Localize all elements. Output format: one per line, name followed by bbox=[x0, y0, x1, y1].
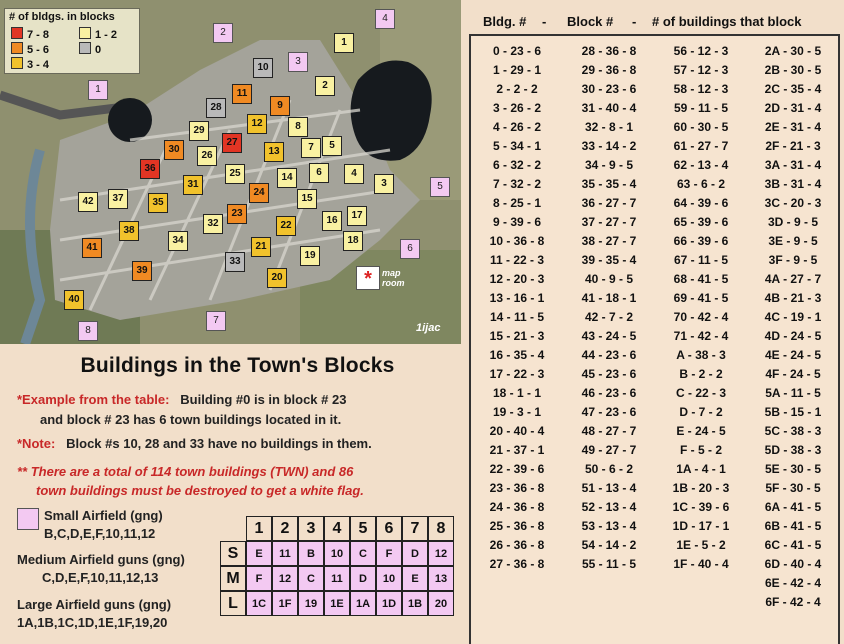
small-airfield-list: B,C,D,E,F,10,11,12 bbox=[44, 526, 156, 541]
legend-item: 7 - 8 bbox=[11, 27, 49, 41]
table-cell: 6A - 41 - 5 bbox=[764, 500, 822, 514]
grid-cell: E bbox=[402, 566, 428, 591]
block-marker: 15 bbox=[297, 189, 317, 209]
block-marker: 32 bbox=[203, 214, 223, 234]
area-marker: 7 bbox=[206, 311, 226, 331]
table-cell: 6F - 42 - 4 bbox=[765, 595, 821, 609]
table-cell: 0 - 23 - 6 bbox=[492, 44, 542, 58]
table-cell: 4D - 24 - 5 bbox=[764, 329, 822, 343]
grid-col-header: 5 bbox=[350, 516, 376, 541]
grid-cell: 1E bbox=[324, 591, 350, 616]
table-cell: 2D - 31 - 4 bbox=[764, 101, 822, 115]
table-cell: 34 - 9 - 5 bbox=[584, 158, 634, 172]
table-cell: 5B - 15 - 1 bbox=[764, 405, 822, 419]
block-marker: 19 bbox=[300, 246, 320, 266]
legend-swatch bbox=[11, 42, 23, 54]
table-cell: 3C - 20 - 3 bbox=[764, 196, 822, 210]
table-cell: 6E - 42 - 4 bbox=[764, 576, 822, 590]
table-cell: 5C - 38 - 3 bbox=[764, 424, 822, 438]
block-marker: 13 bbox=[264, 142, 284, 162]
area-marker: 6 bbox=[400, 239, 420, 259]
block-marker: 11 bbox=[232, 84, 252, 104]
table-cell: 46 - 23 - 6 bbox=[581, 386, 637, 400]
table-cell: 42 - 7 - 2 bbox=[584, 310, 634, 324]
table-cell: 51 - 13 - 4 bbox=[581, 481, 637, 495]
table-cell: 54 - 14 - 2 bbox=[581, 538, 637, 552]
legend-item: 0 bbox=[79, 42, 101, 56]
table-cell: 53 - 13 - 4 bbox=[581, 519, 637, 533]
table-cell: 3F - 9 - 5 bbox=[768, 253, 818, 267]
block-marker: 24 bbox=[249, 183, 269, 203]
table-cell: 3A - 31 - 4 bbox=[764, 158, 822, 172]
table-cell: 1C - 39 - 6 bbox=[672, 500, 730, 514]
table-column bbox=[655, 42, 747, 574]
grid-cell: D bbox=[350, 566, 376, 591]
table-cell: 55 - 11 - 5 bbox=[581, 557, 637, 571]
author-signature: 1ijac bbox=[416, 322, 441, 334]
map-legend bbox=[4, 8, 140, 74]
table-cell: 4B - 21 - 3 bbox=[764, 291, 822, 305]
area-marker: 8 bbox=[78, 321, 98, 341]
table-cell: 13 - 16 - 1 bbox=[489, 291, 545, 305]
building-table-area bbox=[461, 0, 844, 631]
asterisk-icon: * bbox=[356, 266, 380, 290]
table-cell: 3B - 31 - 4 bbox=[764, 177, 822, 191]
block-marker: 31 bbox=[183, 175, 203, 195]
area-marker: 1 bbox=[88, 80, 108, 100]
table-cell: 59 - 11 - 5 bbox=[673, 101, 729, 115]
block-marker: 26 bbox=[197, 146, 217, 166]
block-marker: 8 bbox=[288, 117, 308, 137]
table-cell: 10 - 36 - 8 bbox=[489, 234, 545, 248]
table-cell: 6D - 40 - 4 bbox=[764, 557, 822, 571]
table-column bbox=[563, 42, 655, 574]
example-line-2: and block # 23 has 6 town buildings located in it. bbox=[40, 412, 342, 427]
block-marker: 28 bbox=[206, 98, 226, 118]
grid-cell: 19 bbox=[298, 591, 324, 616]
table-cell: 2A - 30 - 5 bbox=[764, 44, 822, 58]
block-marker: 30 bbox=[164, 140, 184, 160]
table-cell: 32 - 8 - 1 bbox=[584, 120, 634, 134]
table-cell: 70 - 42 - 4 bbox=[673, 310, 729, 324]
table-cell: 48 - 27 - 7 bbox=[581, 424, 637, 438]
table-cell: 27 - 36 - 8 bbox=[489, 557, 545, 571]
grid-cell: C bbox=[298, 566, 324, 591]
block-marker: 37 bbox=[108, 189, 128, 209]
table-cell: 50 - 6 - 2 bbox=[584, 462, 634, 476]
large-airfield-title: Large Airfield guns (gng) bbox=[17, 597, 172, 612]
header-count: # of buildings that block bbox=[652, 14, 802, 29]
block-marker: 10 bbox=[253, 58, 273, 78]
table-cell: 60 - 30 - 5 bbox=[673, 120, 729, 134]
table-cell: 64 - 39 - 6 bbox=[673, 196, 729, 210]
legend-swatch bbox=[11, 27, 23, 39]
table-cell: 40 - 9 - 5 bbox=[584, 272, 634, 286]
area-marker: 2 bbox=[213, 23, 233, 43]
legend-swatch bbox=[79, 27, 91, 39]
table-cell: 5F - 30 - 5 bbox=[765, 481, 821, 495]
grid-col-header: 4 bbox=[324, 516, 350, 541]
grid-col-header: 8 bbox=[428, 516, 454, 541]
legend-item: 1 - 2 bbox=[79, 27, 117, 41]
table-cell: 1B - 20 - 3 bbox=[672, 481, 730, 495]
table-cell: 36 - 27 - 7 bbox=[581, 196, 637, 210]
table-cell: 2C - 35 - 4 bbox=[764, 82, 822, 96]
table-cell: 16 - 35 - 4 bbox=[489, 348, 545, 362]
block-marker: 9 bbox=[270, 96, 290, 116]
building-table bbox=[469, 34, 840, 644]
table-cell: 30 - 23 - 6 bbox=[581, 82, 637, 96]
table-cell: 58 - 12 - 3 bbox=[673, 82, 729, 96]
grid-cell: F bbox=[246, 566, 272, 591]
block-marker: 23 bbox=[227, 204, 247, 224]
block-marker: 21 bbox=[251, 237, 271, 257]
table-cell: 1E - 5 - 2 bbox=[676, 538, 726, 552]
table-cell: 23 - 36 - 8 bbox=[489, 481, 545, 495]
legend-swatch bbox=[11, 57, 23, 69]
block-marker: 2 bbox=[315, 76, 335, 96]
table-cell: 45 - 23 - 6 bbox=[581, 367, 637, 381]
grid-col-header: 2 bbox=[272, 516, 298, 541]
grid-row-header: M bbox=[220, 566, 246, 591]
block-marker: 16 bbox=[322, 211, 342, 231]
table-cell: 35 - 35 - 4 bbox=[581, 177, 637, 191]
grid-cell: 11 bbox=[272, 541, 298, 566]
table-cell: 52 - 13 - 4 bbox=[581, 500, 637, 514]
table-cell: 8 - 25 - 1 bbox=[492, 196, 542, 210]
page-title: Buildings in the Town's Blocks bbox=[80, 354, 395, 377]
table-cell: 26 - 36 - 8 bbox=[489, 538, 545, 552]
block-marker: 39 bbox=[132, 261, 152, 281]
table-cell: 39 - 35 - 4 bbox=[581, 253, 637, 267]
grid-cell: 11 bbox=[324, 566, 350, 591]
table-cell: 4A - 27 - 7 bbox=[764, 272, 822, 286]
grid-cell: F bbox=[376, 541, 402, 566]
grid-cell: 12 bbox=[272, 566, 298, 591]
table-cell: 2E - 31 - 4 bbox=[764, 120, 822, 134]
header-bldg: Bldg. # bbox=[483, 14, 527, 29]
grid-cell: 20 bbox=[428, 591, 454, 616]
table-cell: 29 - 36 - 8 bbox=[581, 63, 637, 77]
table-cell: 43 - 24 - 5 bbox=[581, 329, 637, 343]
table-cell: 2 - 2 - 2 bbox=[496, 82, 538, 96]
grid-col-header: 3 bbox=[298, 516, 324, 541]
header-block: Block # bbox=[567, 14, 614, 29]
block-marker: 34 bbox=[168, 231, 188, 251]
medium-airfield-title: Medium Airfield guns (gng) bbox=[17, 552, 185, 567]
block-marker: 33 bbox=[225, 252, 245, 272]
table-cell: 57 - 12 - 3 bbox=[673, 63, 729, 77]
table-cell: 11 - 22 - 3 bbox=[489, 253, 545, 267]
grid-cell: 10 bbox=[376, 566, 402, 591]
grid-col-header: 6 bbox=[376, 516, 402, 541]
grid-cell: 13 bbox=[428, 566, 454, 591]
table-cell: 44 - 23 - 6 bbox=[581, 348, 637, 362]
table-cell: 6B - 41 - 5 bbox=[764, 519, 822, 533]
grid-cell: 1D bbox=[376, 591, 402, 616]
total-line-2: town buildings must be destroyed to get a white flag. bbox=[36, 483, 364, 498]
table-column bbox=[747, 42, 839, 612]
block-marker: 41 bbox=[82, 238, 102, 258]
table-cell: 22 - 39 - 6 bbox=[489, 462, 545, 476]
table-column bbox=[471, 42, 563, 574]
block-marker: 1 bbox=[334, 33, 354, 53]
block-marker: 5 bbox=[322, 136, 342, 156]
grid-row-header: L bbox=[220, 591, 246, 616]
block-marker: 29 bbox=[189, 121, 209, 141]
table-cell: 17 - 22 - 3 bbox=[489, 367, 545, 381]
table-cell: 6 - 32 - 2 bbox=[492, 158, 542, 172]
block-marker: 14 bbox=[277, 168, 297, 188]
table-cell: 4F - 24 - 5 bbox=[765, 367, 821, 381]
table-cell: 31 - 40 - 4 bbox=[581, 101, 637, 115]
table-cell: 63 - 6 - 2 bbox=[676, 177, 726, 191]
table-cell: 19 - 3 - 1 bbox=[492, 405, 542, 419]
table-cell: 61 - 27 - 7 bbox=[673, 139, 729, 153]
header-sep: - bbox=[632, 14, 637, 29]
grid-cell: 10 bbox=[324, 541, 350, 566]
block-marker: 12 bbox=[247, 114, 267, 134]
table-cell: 71 - 42 - 4 bbox=[673, 329, 729, 343]
table-cell: A - 38 - 3 bbox=[676, 348, 726, 362]
table-cell: 3D - 9 - 5 bbox=[767, 215, 818, 229]
block-marker: 3 bbox=[374, 174, 394, 194]
pink-swatch bbox=[17, 508, 39, 530]
grid-cell: D bbox=[402, 541, 428, 566]
table-cell: 5A - 11 - 5 bbox=[765, 386, 821, 400]
block-marker: 7 bbox=[301, 138, 321, 158]
medium-airfield-list: C,D,E,F,10,11,12,13 bbox=[42, 570, 159, 585]
legend-item: 5 - 6 bbox=[11, 42, 49, 56]
table-cell: 7 - 32 - 2 bbox=[492, 177, 542, 191]
grid-cell: 12 bbox=[428, 541, 454, 566]
area-marker: 5 bbox=[430, 177, 450, 197]
table-cell: 1 - 29 - 1 bbox=[492, 63, 542, 77]
grid-col-header: 7 bbox=[402, 516, 428, 541]
table-cell: 33 - 14 - 2 bbox=[581, 139, 637, 153]
table-cell: F - 5 - 2 bbox=[679, 443, 722, 457]
block-marker: 25 bbox=[225, 164, 245, 184]
table-cell: 49 - 27 - 7 bbox=[581, 443, 637, 457]
table-cell: 6C - 41 - 5 bbox=[764, 538, 822, 552]
table-cell: 1F - 40 - 4 bbox=[673, 557, 729, 571]
grid-cell: 1B bbox=[402, 591, 428, 616]
table-cell: 18 - 1 - 1 bbox=[492, 386, 542, 400]
grid-cell: 1F bbox=[272, 591, 298, 616]
table-cell: B - 2 - 2 bbox=[679, 367, 723, 381]
grid-col-header: 1 bbox=[246, 516, 272, 541]
block-marker: 6 bbox=[309, 163, 329, 183]
table-cell: 21 - 37 - 1 bbox=[489, 443, 545, 457]
table-cell: 2F - 21 - 3 bbox=[765, 139, 821, 153]
table-cell: 62 - 13 - 4 bbox=[673, 158, 729, 172]
legend-item: 3 - 4 bbox=[11, 57, 49, 71]
table-cell: 3E - 9 - 5 bbox=[768, 234, 818, 248]
total-line-1: ** There are a total of 114 town buildings (TWN) and 86 bbox=[17, 464, 354, 479]
table-cell: 28 - 36 - 8 bbox=[581, 44, 637, 58]
table-cell: 66 - 39 - 6 bbox=[673, 234, 729, 248]
table-cell: 4 - 26 - 2 bbox=[492, 120, 542, 134]
table-cell: 38 - 27 - 7 bbox=[581, 234, 637, 248]
table-cell: 15 - 21 - 3 bbox=[489, 329, 545, 343]
table-cell: 65 - 39 - 6 bbox=[673, 215, 729, 229]
table-cell: C - 22 - 3 bbox=[675, 386, 726, 400]
header-sep: - bbox=[542, 14, 547, 29]
table-cell: 5D - 38 - 3 bbox=[764, 443, 822, 457]
area-marker: 4 bbox=[375, 9, 395, 29]
table-cell: 5 - 34 - 1 bbox=[492, 139, 542, 153]
block-marker: 18 bbox=[343, 231, 363, 251]
map-room-label: map room bbox=[382, 268, 405, 288]
table-cell: 9 - 39 - 6 bbox=[492, 215, 542, 229]
table-cell: 14 - 11 - 5 bbox=[489, 310, 545, 324]
table-cell: 37 - 27 - 7 bbox=[581, 215, 637, 229]
table-cell: 2B - 30 - 5 bbox=[764, 63, 822, 77]
block-marker: 38 bbox=[119, 221, 139, 241]
table-cell: 12 - 20 - 3 bbox=[489, 272, 545, 286]
grid-cell: C bbox=[350, 541, 376, 566]
block-marker: 22 bbox=[276, 216, 296, 236]
table-cell: 3 - 26 - 2 bbox=[492, 101, 542, 115]
legend-swatch bbox=[79, 42, 91, 54]
block-marker: 40 bbox=[64, 290, 84, 310]
table-cell: 56 - 12 - 3 bbox=[673, 44, 729, 58]
block-marker: 35 bbox=[148, 193, 168, 213]
area-marker: 3 bbox=[288, 52, 308, 72]
grid-cell: 1A bbox=[350, 591, 376, 616]
table-cell: 69 - 41 - 5 bbox=[673, 291, 729, 305]
example-line-1: *Example from the table: Building #0 is in block # 23 bbox=[17, 392, 347, 407]
block-marker: 36 bbox=[140, 159, 160, 179]
grid-cell: B bbox=[298, 541, 324, 566]
block-marker: 27 bbox=[222, 133, 242, 153]
table-cell: 4C - 19 - 1 bbox=[764, 310, 822, 324]
table-cell: 1D - 17 - 1 bbox=[672, 519, 730, 533]
table-cell: E - 24 - 5 bbox=[676, 424, 726, 438]
grid-cell: E bbox=[246, 541, 272, 566]
table-cell: 4E - 24 - 5 bbox=[764, 348, 822, 362]
grid-row-header: S bbox=[220, 541, 246, 566]
table-cell: 24 - 36 - 8 bbox=[489, 500, 545, 514]
table-cell: 41 - 18 - 1 bbox=[581, 291, 637, 305]
large-airfield-list: 1A,1B,1C,1D,1E,1F,19,20 bbox=[17, 615, 168, 630]
grid-corner bbox=[220, 516, 246, 541]
note-line: *Note: Block #s 10, 28 and 33 have no buildings in them. bbox=[17, 436, 372, 451]
legend-title: # of bldgs. in blocks bbox=[9, 11, 115, 23]
table-cell: 25 - 36 - 8 bbox=[489, 519, 545, 533]
block-marker: 20 bbox=[267, 268, 287, 288]
small-airfield-title: Small Airfield (gng) bbox=[44, 508, 163, 523]
table-cell: 68 - 41 - 5 bbox=[673, 272, 729, 286]
block-marker: 42 bbox=[78, 192, 98, 212]
table-cell: 47 - 23 - 6 bbox=[581, 405, 637, 419]
table-cell: 67 - 11 - 5 bbox=[673, 253, 729, 267]
table-cell: 20 - 40 - 4 bbox=[489, 424, 545, 438]
table-cell: 5E - 30 - 5 bbox=[764, 462, 822, 476]
block-marker: 17 bbox=[347, 206, 367, 226]
block-marker: 4 bbox=[344, 164, 364, 184]
grid-cell: 1C bbox=[246, 591, 272, 616]
table-cell: 1A - 4 - 1 bbox=[676, 462, 726, 476]
town-map bbox=[0, 0, 461, 344]
table-cell: D - 7 - 2 bbox=[679, 405, 723, 419]
